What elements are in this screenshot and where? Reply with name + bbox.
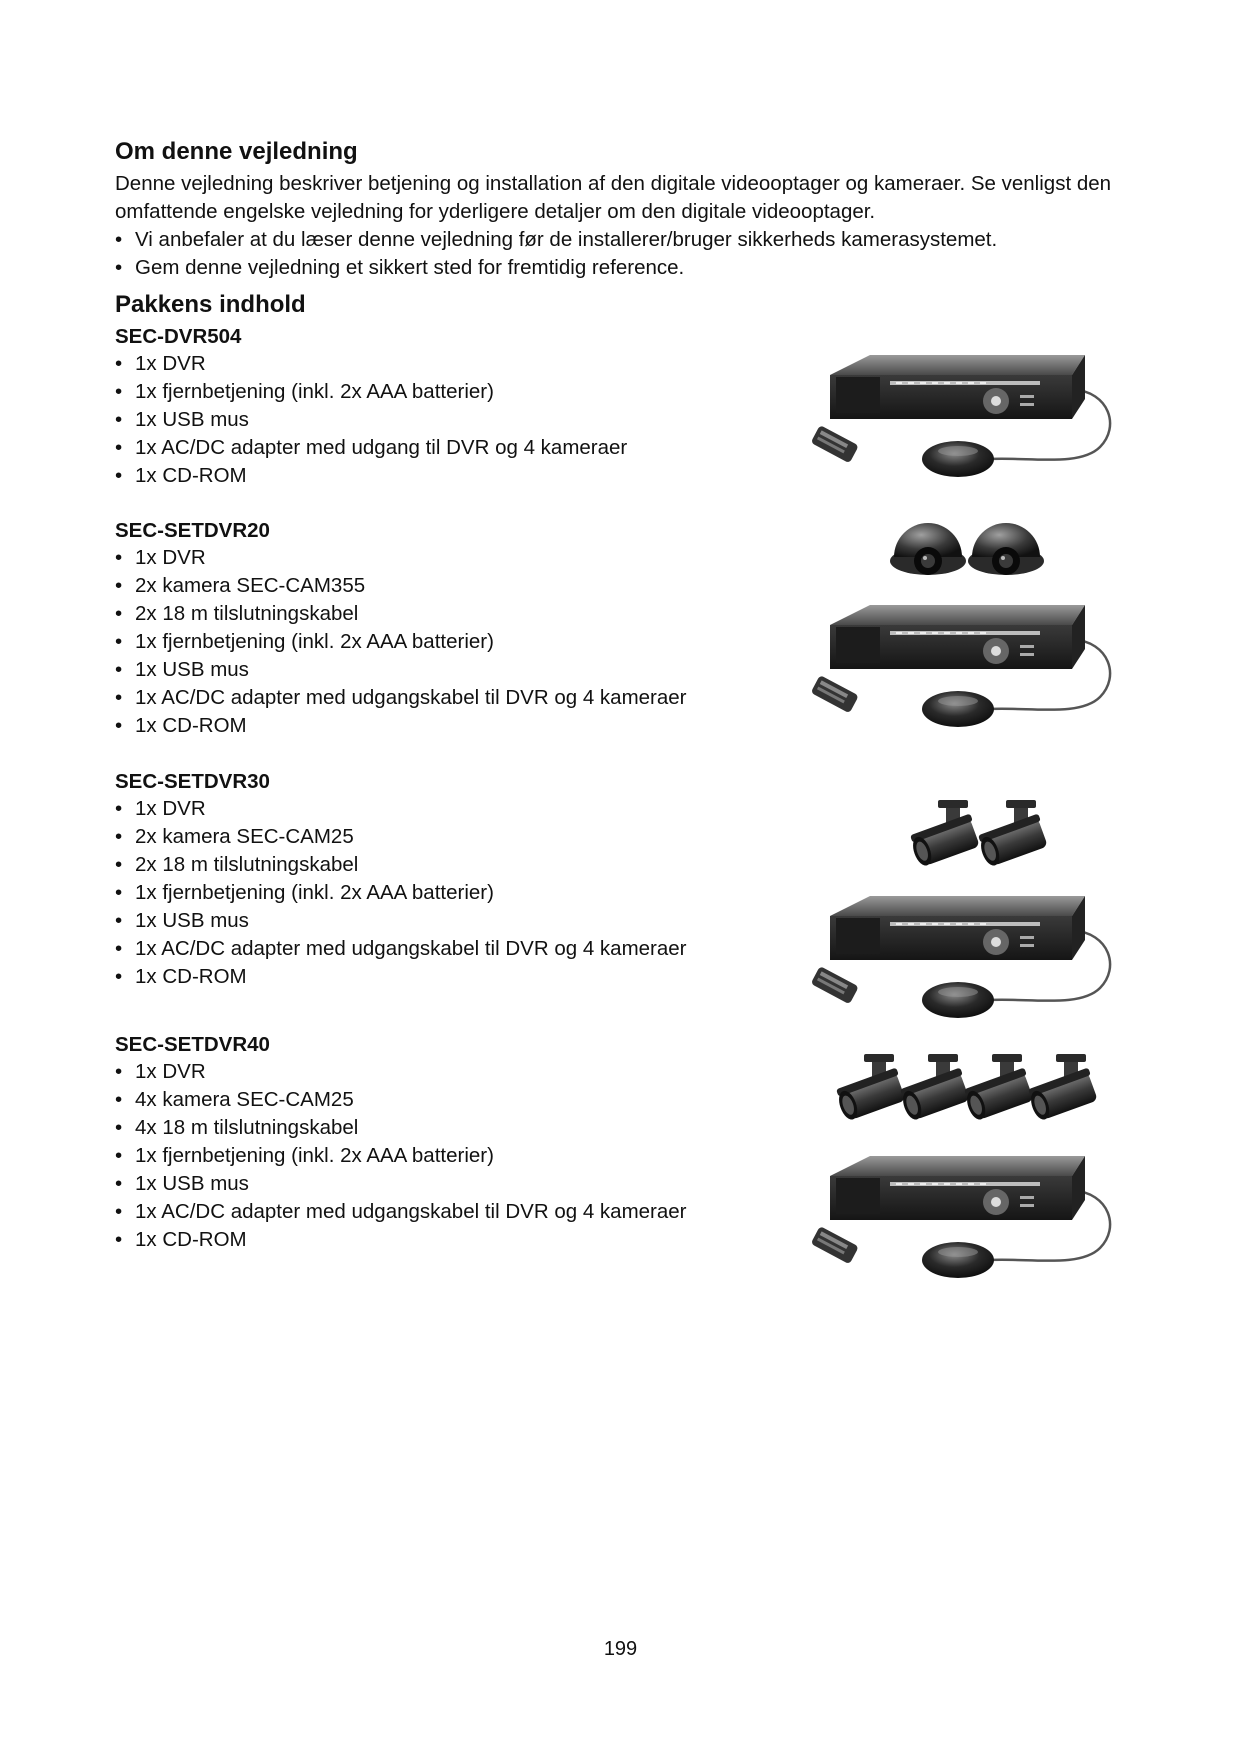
- list-item: • Gem denne vejledning et sikkert sted for fremtidig reference.: [115, 254, 997, 282]
- heading-about: Om denne vejledning: [115, 138, 358, 165]
- list-item: • 2x kamera SEC-CAM355: [115, 572, 687, 600]
- list-item: • 1x AC/DC adapter med udgangskabel til DVR og 4 kameraer: [115, 684, 687, 712]
- list-item: • 1x USB mus: [115, 656, 687, 684]
- list-item: • Vi anbefaler at du læser denne vejledning før de installerer/bruger sikkerheds kamerasystemet.: [115, 226, 997, 254]
- setdvr30-product-image: [800, 790, 1120, 1020]
- intro-paragraph: Denne vejledning beskriver betjening og installation af den digitale videooptager og kameraer. Se venligst den omfattende engelske vejledning for yderligere detaljer om den digitale videooptager.: [115, 172, 1112, 223]
- list-item: • 2x 18 m tilslutningskabel: [115, 600, 687, 628]
- page-number: 199: [603, 1638, 638, 1660]
- list-item: • 1x fjernbetjening (inkl. 2x AAA batterier): [115, 628, 687, 656]
- list-item: • 1x CD-ROM: [115, 712, 687, 740]
- list-item: • 1x CD-ROM: [115, 963, 687, 991]
- intro-bullets: [115, 226, 997, 282]
- list-item: • 1x USB mus: [115, 406, 627, 434]
- package-title-dvr504: SEC-DVR504: [115, 325, 242, 348]
- list-item: • 1x AC/DC adapter med udgangskabel til DVR og 4 kameraer: [115, 935, 687, 963]
- list-item: • 4x kamera SEC-CAM25: [115, 1086, 687, 1114]
- list-item: • 1x DVR: [115, 1058, 687, 1086]
- list-item: • 1x fjernbetjening (inkl. 2x AAA batterier): [115, 1142, 687, 1170]
- package-title-setdvr40: SEC-SETDVR40: [115, 1033, 270, 1056]
- list-item: • 2x kamera SEC-CAM25: [115, 823, 687, 851]
- list-item: • 1x fjernbetjening (inkl. 2x AAA batterier): [115, 378, 627, 406]
- list-item: • 2x 18 m tilslutningskabel: [115, 851, 687, 879]
- list-item: • 4x 18 m tilslutningskabel: [115, 1114, 687, 1142]
- dvr504-product-image: [800, 335, 1120, 485]
- list-item: • 1x DVR: [115, 795, 687, 823]
- list-item: • 1x DVR: [115, 350, 627, 378]
- package-list-setdvr20: [115, 544, 687, 740]
- list-item: • 1x AC/DC adapter med udgangskabel til DVR og 4 kameraer: [115, 1198, 687, 1226]
- setdvr20-product-image: [800, 515, 1120, 735]
- setdvr40-product-image: [800, 1050, 1120, 1290]
- list-item: • 1x DVR: [115, 544, 687, 572]
- package-title-setdvr20: SEC-SETDVR20: [115, 519, 270, 542]
- list-item: • 1x AC/DC adapter med udgang til DVR og 4 kameraer: [115, 434, 627, 462]
- list-item: • 1x CD-ROM: [115, 462, 627, 490]
- package-list-setdvr30: [115, 795, 687, 991]
- list-item: • 1x fjernbetjening (inkl. 2x AAA batterier): [115, 879, 687, 907]
- package-title-setdvr30: SEC-SETDVR30: [115, 770, 270, 793]
- package-list-dvr504: [115, 350, 627, 490]
- list-item: • 1x CD-ROM: [115, 1226, 687, 1254]
- package-list-setdvr40: [115, 1058, 687, 1254]
- list-item: • 1x USB mus: [115, 1170, 687, 1198]
- list-item: • 1x USB mus: [115, 907, 687, 935]
- heading-contents: Pakkens indhold: [115, 291, 306, 318]
